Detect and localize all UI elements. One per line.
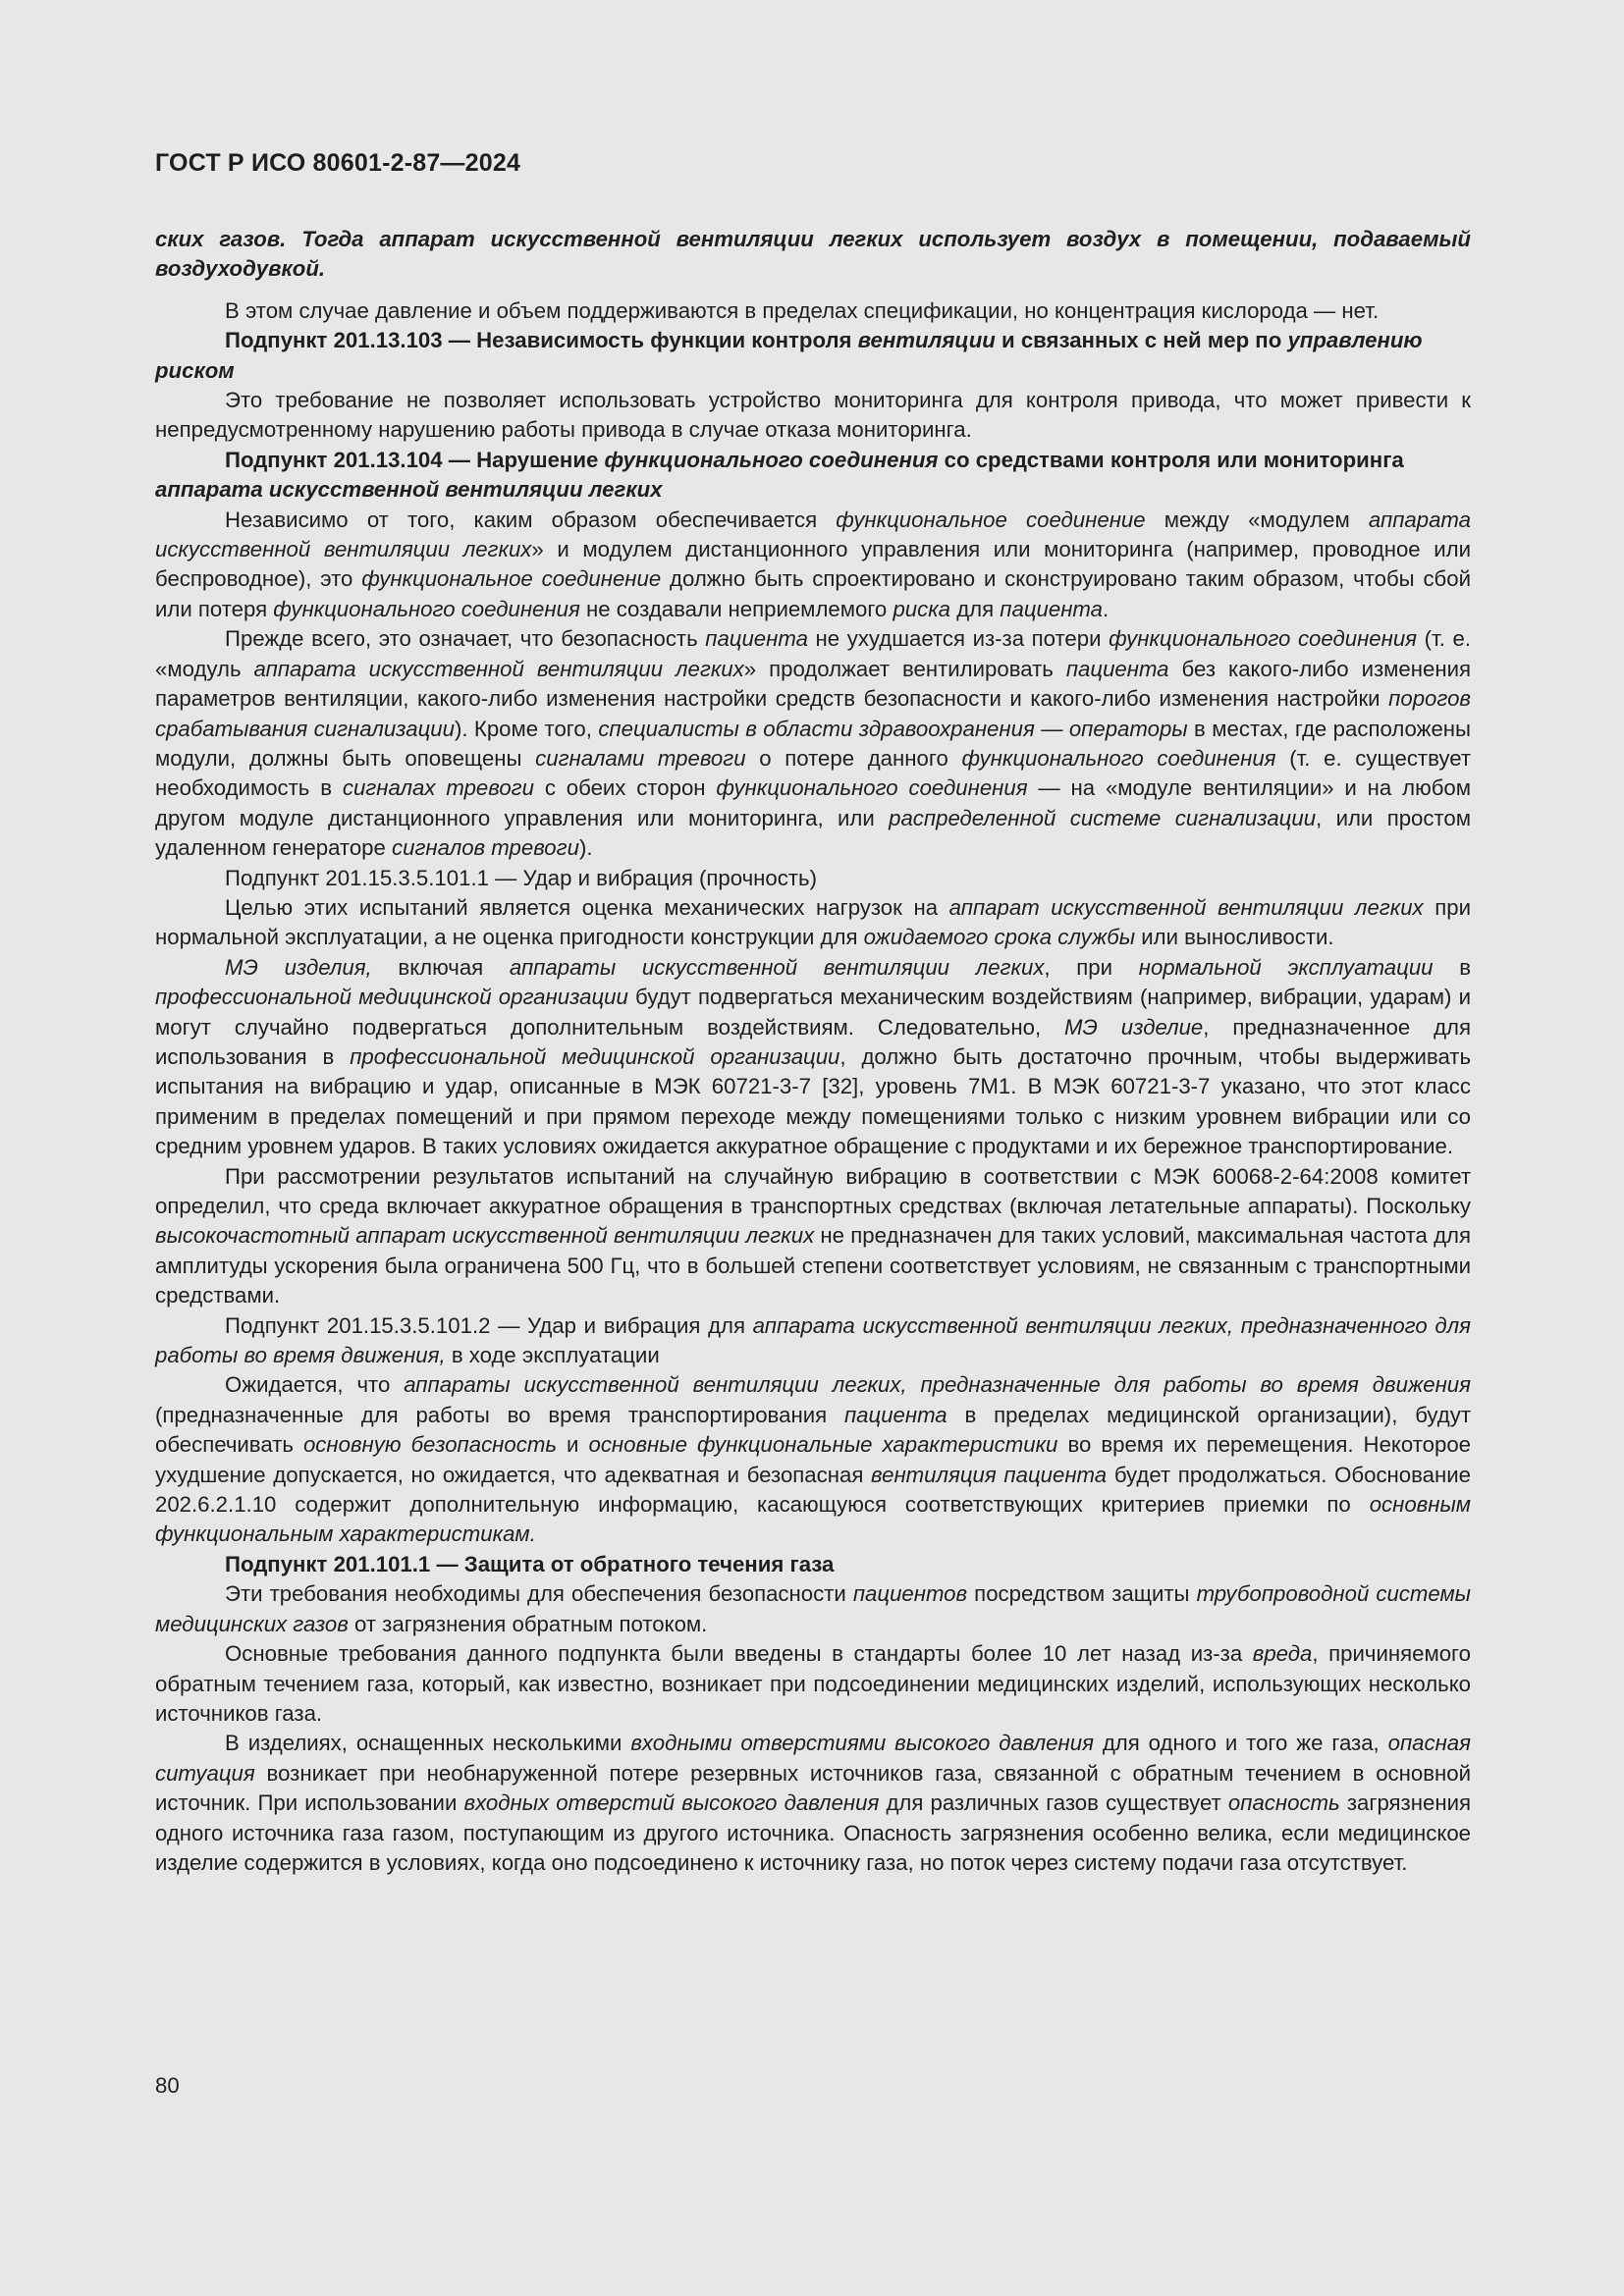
italic-term: пациента <box>1000 596 1103 621</box>
text-run: , при <box>1044 954 1139 980</box>
text-run: Прежде всего, это означает, что безопасность <box>225 626 706 652</box>
text-run: Подпункт 201.101.1 — Защита от обратного течения газа <box>225 1551 835 1576</box>
text-run: » продолжает вентилировать <box>743 656 1066 681</box>
italic-term: функционального соединения <box>1109 626 1418 652</box>
italic-term: порогов срабатывания сигнализации <box>155 686 1471 741</box>
text-run: Целью этих испытаний является оценка механических нагрузок на <box>225 894 949 920</box>
italic-term: аппарат искусственной вентиляции легких <box>948 894 1424 920</box>
text-run: для одного и того же газа, <box>1093 1731 1388 1756</box>
italic-term: функционального соединения <box>716 775 1028 801</box>
italic-term: аппарата искусственной вентиляции легких <box>155 477 663 503</box>
text-run: для различных газов существует <box>879 1790 1228 1816</box>
paragraph <box>155 446 1471 506</box>
italic-term: сигналов тревоги <box>392 835 579 861</box>
text-run: — на «модуле вентиляции» и на любом другом модуле дистанционного управления или мониторинга, или <box>155 775 1472 830</box>
italic-term: сигналах тревоги <box>342 775 534 801</box>
italic-term: вентиляция пациента <box>871 1462 1108 1487</box>
text-run: Ожидается, что <box>225 1372 405 1398</box>
italic-term: аппараты искусственной вентиляции легких, предназначенные для работы во время движения <box>404 1372 1471 1398</box>
italic-term: аппарата искусственной вентиляции легких <box>155 507 1471 562</box>
text-run: в местах, где расположены модули, должны быть оповещены <box>155 716 1471 771</box>
italic-term: входными отверстиями высокого давления <box>630 1731 1094 1756</box>
italic-term: пациента <box>843 1402 947 1427</box>
italic-term: опасность <box>1227 1790 1340 1816</box>
paragraph <box>155 1162 1471 1311</box>
text-run: Подпункт 201.13.104 — Нарушение <box>225 447 605 472</box>
text-run: Независимо от того, каким образом обеспечивается <box>225 507 837 532</box>
italic-term: МЭ изделие <box>1064 1014 1204 1040</box>
text-run: , или простом удаленном генераторе <box>155 805 1471 861</box>
text-run: При рассмотрении результатов испытаний на случайную вибрацию в соответствии с МЭК 60068-2-64:2008 комитет определил, что среда включает аккуратное обращения в транспортных средствах (включая летательные аппараты). Поскольку <box>155 1163 1471 1218</box>
text-run: без какого-либо изменения параметров вентиляции, какого-либо изменения настройки средств безопасности и какого-либо изменения настройки <box>155 656 1472 712</box>
paragraph <box>155 864 1471 893</box>
paragraph <box>155 1370 1471 1549</box>
paragraph <box>155 326 1471 386</box>
text-run: (т. е. существует необходимость в <box>155 745 1472 801</box>
paragraph <box>155 386 1471 446</box>
text-run: со средствами контроля или мониторинга <box>938 447 1404 472</box>
italic-term: управлению риском <box>155 328 1423 383</box>
paragraph <box>155 1550 1471 1579</box>
italic-term: пациента <box>1065 656 1169 681</box>
text-run: . <box>1102 596 1110 621</box>
italic-term: ожидаемого срока службы <box>863 925 1136 950</box>
italic-term: вреда <box>1252 1641 1313 1667</box>
text-run: для <box>950 596 1001 621</box>
text-run: ). Кроме того, <box>454 716 599 741</box>
text-run: или выносливости. <box>1135 925 1334 950</box>
text-run: Это требование не позволяет использовать устройство мониторинга для контроля привода, что может привести к непредусмотренному нарушению работы привода в случае отказа мониторинга. <box>155 388 1471 443</box>
text-run: (предназначенные для работы во время транспортирования <box>155 1402 844 1427</box>
italic-term: МЭ изделия, <box>225 954 372 980</box>
text-run: не создавали неприемлемого <box>579 596 893 621</box>
text-run: и связанных с ней мер по <box>995 328 1288 353</box>
text-run: Подпункт 201.15.3.5.101.2 — Удар и вибрация для <box>225 1312 753 1338</box>
paragraph <box>155 953 1471 1162</box>
text-run: в <box>1433 954 1472 980</box>
standard-title: ГОСТ Р ИСО 80601-2-87—2024 <box>155 149 521 177</box>
italic-term: пациента <box>705 626 808 652</box>
text-run: с обеих сторон <box>533 775 717 801</box>
text-run: , предназначенное для использования в <box>155 1014 1472 1069</box>
italic-term: операторы <box>1068 716 1188 741</box>
italic-term: трубопроводной системы медицинских газов <box>155 1581 1471 1636</box>
paragraph <box>155 1729 1471 1878</box>
text-run: Подпункт 201.13.103 — Независимость функции контроля <box>225 328 858 353</box>
text-run: в пределах медицинской организации), будут обеспечивать <box>155 1402 1471 1458</box>
italic-term: распределенной системе сигнализации <box>889 805 1317 830</box>
text-run: — <box>1034 716 1069 741</box>
paragraph <box>155 506 1471 625</box>
italic-term: опасная ситуация <box>155 1731 1471 1786</box>
text-run: от загрязнения обратным потоком. <box>348 1611 708 1636</box>
italic-term: функциональное соединение <box>361 566 662 592</box>
italic-term: основные функциональные характеристики <box>588 1432 1058 1458</box>
text-run: ). <box>578 835 593 861</box>
document-body <box>155 225 1471 1878</box>
italic-term: вентиляции <box>857 328 996 353</box>
text-run: Подпункт 201.15.3.5.101.1 — Удар и вибрация (прочность) <box>225 865 817 890</box>
paragraph <box>155 1311 1471 1371</box>
italic-term: входных отверстий высокого давления <box>463 1790 880 1816</box>
paragraph <box>155 1579 1471 1639</box>
text-run: и <box>556 1432 589 1458</box>
paragraph <box>155 225 1471 285</box>
text-run: ских газов. Тогда аппарат искусственной вентиляции легких использует воздух в помещении, подаваемый воздуходувкой. <box>155 227 1471 282</box>
text-run: , причиняемого обратным течением газа, который, как известно, возникает при подсоединении медицинских изделий, использующих несколько источников газа. <box>155 1641 1471 1726</box>
text-run: » и модулем дистанционного управления или мониторинга (например, проводное или беспроводное), это <box>155 537 1472 592</box>
text-run: загрязнения одного источника газа газом, поступающим из другого источника. Опасность загрязнения особенно велика, если медицинское изделие содержится в условиях, когда оно подсоединено к источнику газа, но поток через систему подачи газа отсутствует. <box>155 1790 1471 1875</box>
italic-term: пациентов <box>852 1581 968 1607</box>
text-run: Эти требования необходимы для обеспечения безопасности <box>225 1581 853 1607</box>
italic-term: сигналами тревоги <box>535 745 746 771</box>
text-run: В изделиях, оснащенных несколькими <box>225 1731 631 1756</box>
text-run: возникает при необнаруженной потере резервных источников газа, связанной с обратным течением в основной источник. При использовании <box>155 1760 1471 1816</box>
italic-term: профессиональной медицинской организации <box>350 1043 840 1069</box>
italic-term: высокочастотный аппарат искусственной вентиляции легких <box>155 1223 815 1249</box>
text-run: не предназначен для таких условий, максимальная частота для амплитуды ускорения была ограничена 500 Гц, что в большей степени соответствует условиям, не связанным с транспортными средствами. <box>155 1223 1472 1308</box>
italic-term: функциональное соединение <box>836 507 1146 532</box>
text-run: Основные требования данного подпункта были введены в стандарты более 10 лет назад из-за <box>225 1641 1253 1667</box>
italic-term: риска <box>893 596 951 621</box>
paragraph <box>155 624 1471 863</box>
text-run: между «модулем <box>1145 507 1369 532</box>
italic-term: функционального соединения <box>604 447 939 472</box>
italic-term: основным функциональным характеристикам. <box>155 1492 1471 1547</box>
italic-term: нормальной эксплуатации <box>1138 954 1434 980</box>
text-run: о потере данного <box>745 745 962 771</box>
paragraph <box>155 893 1471 953</box>
text-run: при нормальной эксплуатации, а не оценка пригодности конструкции для <box>155 894 1472 950</box>
italic-term: специалисты в области здравоохранения <box>598 716 1035 741</box>
italic-term: функционального соединения <box>961 745 1276 771</box>
italic-term: аппараты искусственной вентиляции легких <box>509 954 1045 980</box>
italic-term: основную безопасность <box>302 1432 557 1458</box>
text-run: будет продолжаться. Обоснование 202.6.2.1.10 содержит дополнительную информацию, касающуюся соответствующих критериев приемки по <box>155 1462 1471 1518</box>
text-run: посредством защиты <box>967 1581 1197 1607</box>
italic-term: профессиональной медицинской организации <box>155 985 628 1010</box>
text-run: будут подвергаться механическим воздействиям (например, вибрации, ударам) и могут случайно подвергаться дополнительным воздействиям. Следовательно, <box>155 985 1472 1040</box>
text-run: В этом случае давление и объем поддерживаются в пределах спецификации, но концентрация кислорода — нет. <box>225 297 1380 323</box>
paragraph <box>155 1639 1471 1729</box>
paragraph <box>155 296 1471 326</box>
text-run: в ходе эксплуатации <box>445 1343 660 1368</box>
italic-term: аппарата искусственной вентиляции легких <box>253 656 744 681</box>
page-number: 80 <box>155 2073 180 2098</box>
text-run: (т. е. «модуль <box>155 626 1471 681</box>
text-run: во время их перемещения. Некоторое ухудшение допускается, но ожидается, что адекватная и безопасная <box>155 1432 1471 1487</box>
text-run: включая <box>371 954 510 980</box>
text-run: не ухудшается из-за потери <box>807 626 1110 652</box>
italic-term: аппарата искусственной вентиляции легких, предназначенного для работы во время движения, <box>155 1312 1472 1368</box>
text-run: , должно быть достаточно прочным, чтобы выдерживать испытания на вибрацию и удар, описанные в МЭК 60721-3-7 [32], уровень 7М1. В МЭК 60721-3-7 указано, что этот класс применим в пределах помещений и при прямом переходе между помещениями только с низким уровнем вибрации или со средним уровнем ударов. В таких условиях ожидается аккуратное обращение с продуктами и их бережное транспортирование. <box>155 1043 1472 1159</box>
italic-term: функционального соединения <box>273 596 580 621</box>
text-run: должно быть спроектировано и сконструировано таким образом, чтобы сбой или потеря <box>155 566 1471 621</box>
